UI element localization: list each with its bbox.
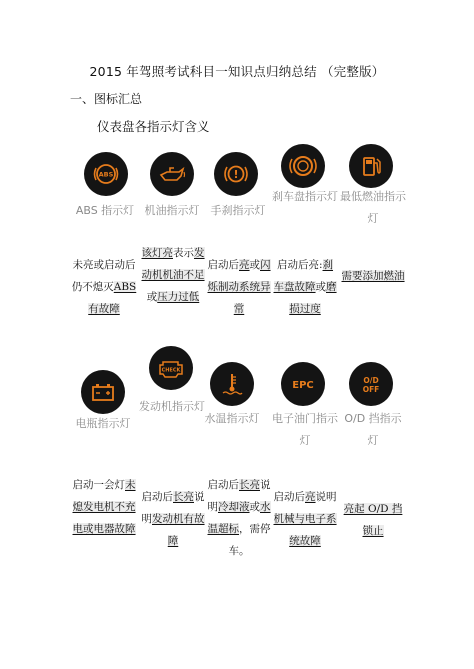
epc-icon [281, 362, 325, 406]
brake-disc-description [272, 254, 338, 320]
oil-pressure-icon [150, 152, 194, 196]
check-engine-icon [149, 346, 193, 390]
fuel-description [340, 265, 406, 287]
epc-description [272, 486, 338, 552]
desc-text: 启动后亮: [276, 259, 323, 271]
desc-text: 启动一会灯 [72, 479, 125, 491]
desc-highlight: 发动机有故障 [152, 513, 205, 547]
battery-description [71, 474, 137, 540]
desc-text: 未亮或启动后仍不熄灭 [71, 259, 136, 293]
desc-highlight: 压力过低 [157, 291, 200, 303]
check-glyph: CHECK [161, 367, 181, 374]
abs-warning-icon [84, 152, 128, 196]
od-off-icon [349, 362, 393, 406]
desc-highlight: 水温超标 [207, 501, 271, 535]
battery-icon [81, 370, 125, 414]
fuel-label: 最低燃油指示灯 [340, 190, 406, 225]
desc-text: 表示 [173, 247, 194, 259]
abs-label: ABS 指示灯 [75, 204, 135, 217]
coolant-temperature-icon [210, 362, 254, 406]
handbrake-description [206, 254, 272, 320]
oil-label: 机油指示灯 [144, 204, 200, 217]
desc-text: 或 [249, 501, 260, 513]
desc-highlight: 机械与电子系统故障 [273, 513, 337, 547]
brake-disc-label: 刹车盘指示灯 [272, 190, 338, 203]
abs-description [71, 254, 137, 320]
desc-text: 启动后 [141, 491, 173, 503]
sub-heading: 仪表盘各指示灯含义 [97, 119, 210, 134]
od-off-label: O/D 挡指示灯 [344, 412, 402, 447]
desc-highlight: 长亮 [173, 491, 194, 503]
desc-highlight: 该灯亮 [141, 247, 173, 259]
check-engine-description [140, 486, 206, 552]
desc-text: 说明 [141, 491, 205, 525]
battery-label: 电瓶指示灯 [75, 417, 131, 430]
desc-highlight: 未熄发电机不充电或电器故障 [72, 479, 136, 535]
desc-highlight: 刹车盘故障 [273, 259, 334, 293]
desc-highlight: 亮 [239, 259, 250, 271]
desc-text: 说明 [207, 479, 271, 513]
desc-text: ，需停车。 [228, 523, 271, 557]
page-title: 2015 年驾照考试科目一知识点归纳总结 （完整版） [89, 64, 385, 79]
desc-highlight: 长亮 [239, 479, 260, 491]
desc-highlight: 磨损过度 [289, 281, 337, 315]
check-engine-label: 发动机指示灯 [139, 400, 205, 413]
fuel-pump-icon [349, 144, 393, 188]
coolant-description [206, 474, 272, 562]
desc-highlight: 需要添加燃油 [341, 270, 405, 282]
section-heading: 一、图标汇总 [70, 92, 143, 106]
exclamation-glyph: ! [233, 168, 239, 181]
desc-highlight: 发动机机油不足 [141, 247, 205, 281]
handbrake-label: 手刹指示灯 [210, 204, 266, 217]
epc-glyph: EPC [292, 380, 314, 391]
desc-highlight: 亮 [305, 491, 316, 503]
desc-text: 或 [315, 281, 326, 293]
desc-text: 启动后 [207, 479, 239, 491]
desc-highlight: 闪烁制动系统异常 [207, 259, 271, 315]
brake-disc-icon [281, 144, 325, 188]
handbrake-icon [214, 152, 258, 196]
epc-label: 电子油门指示灯 [272, 412, 338, 447]
desc-text: 启动后 [207, 259, 239, 271]
coolant-label: 水温指示灯 [204, 412, 260, 425]
desc-text: 或 [249, 259, 260, 271]
od-glyph: O/D [363, 376, 379, 385]
desc-highlight: ABS 有故障 [88, 281, 137, 315]
desc-text: 或 [146, 291, 158, 303]
desc-text: 启动后 [273, 491, 305, 503]
abs-glyph: ABS [98, 170, 114, 179]
oil-description [140, 242, 206, 308]
od-off-description [340, 498, 406, 542]
desc-highlight: 冷却液 [218, 501, 250, 513]
desc-highlight: 亮起 O/D 挡锁止 [343, 503, 403, 537]
off-glyph: OFF [362, 385, 380, 394]
desc-text: 说明 [315, 491, 337, 503]
